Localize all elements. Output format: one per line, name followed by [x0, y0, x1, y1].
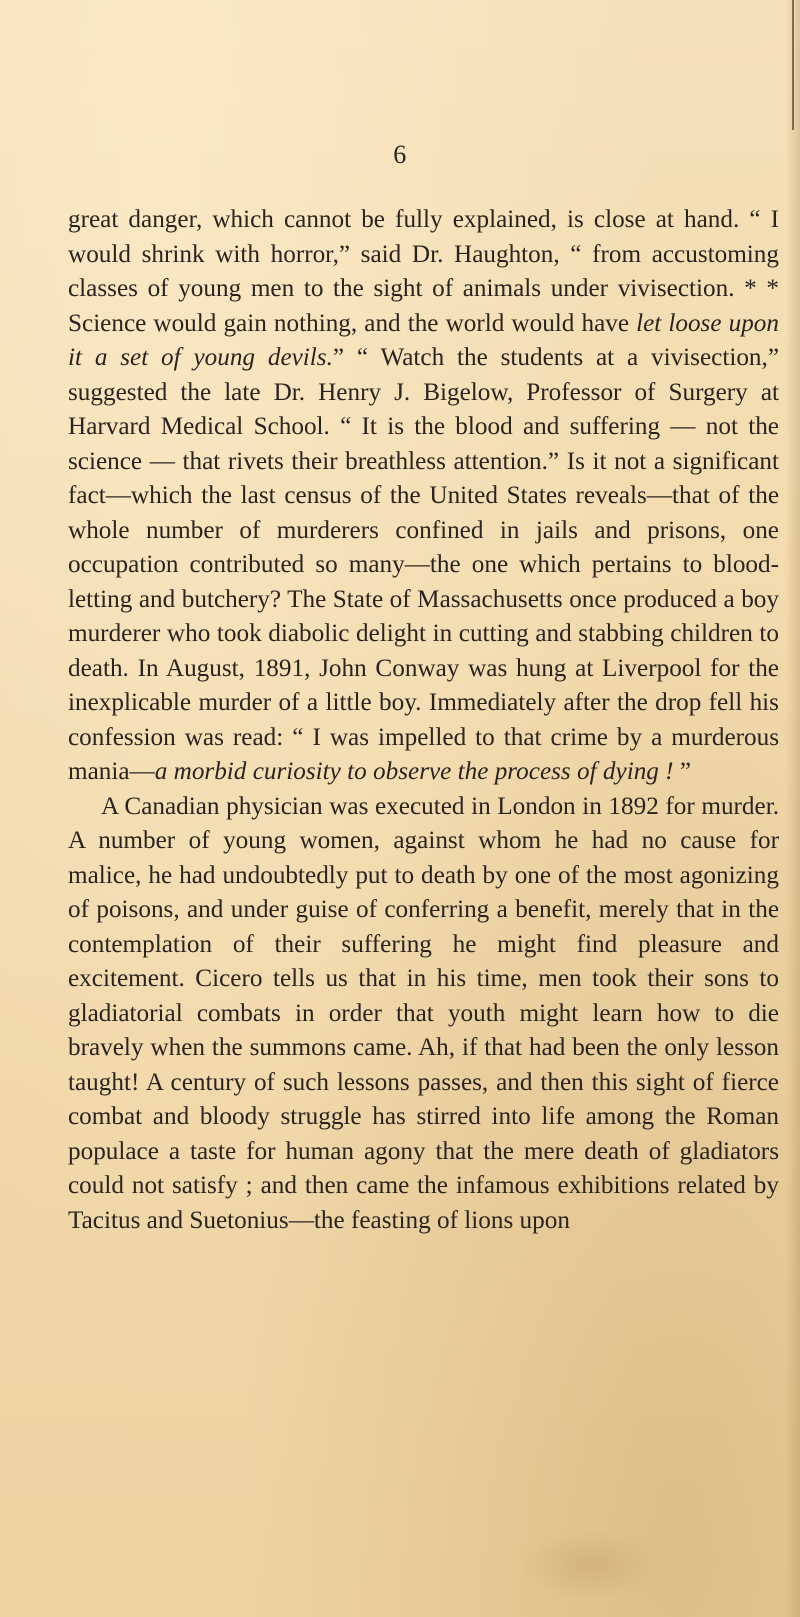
- page-edge-shadow: [786, 0, 800, 1617]
- paragraph-2: [68, 790, 779, 1239]
- page-edge-line: [792, 0, 794, 130]
- paragraph-1-italic-quote: let loose upon it a set of young devils.: [68, 309, 779, 371]
- page-number: 6: [393, 140, 407, 169]
- paragraph-1-italic-confession: a morbid curiosity to observe the process of dying !: [154, 758, 674, 785]
- paragraph-1-text-b: ” “ Watch the students at a vivisection,” suggested the late Dr. Henry J. Bigelow, Professor of Surgery at Harvard Medical School. “ It is the blood and suffering — not the science — that rivets their breathless attention.” Is it not a significant fact—which the last census of the United States reveals—that of the whole number of murderers confined in jails and prisons, one occupation contributed so many—the one which pertains to blood-letting and butchery? The State of Massachusetts once produced a boy murderer who took diabolic delight in cutting and stabbing children to death. In August, 1891, John Conway was hung at Liverpool for the inexplicable murder of a little boy. Immediately after the drop fell his confession was read: “ I was impelled to that crime by a murderous mania—: [68, 344, 779, 785]
- paragraph-2-text: A Canadian physician was executed in London in 1892 for murder. A number of young women, against whom he had no cause for malice, he had undoubtedly put to death by one of the most agonizing of poisons, and under guise of conferring a benefit, merely that in the contemplation of their suffering he might find pleasure and excitement. Cicero tells us that in his time, men took their sons to gladiatorial combats in order that youth might learn how to die bravely when the summons came. Ah, if that had been the only lesson taught! A century of such lessons passes, and then this sight of fierce combat and bloody struggle has stirred into life among the Roman populace a taste for human agony that the mere death of gladiators could not satisfy ; and then came the infamous exhibitions related by Tacitus and Suetonius—the feasting of lions upon: [68, 792, 779, 1234]
- paragraph-1: [68, 203, 779, 790]
- paragraph-1-text-a: great danger, which cannot be fully explained, is close at hand. “ I would shrink with horror,” said Dr. Haughton, “ from accustoming classes of young men to the sight of animals under vivisection. * * Science would gain nothing, and the world would have: [68, 206, 779, 337]
- body-text: [68, 203, 779, 1238]
- paper-stain: [520, 1530, 660, 1600]
- paragraph-1-text-c: ”: [673, 758, 692, 785]
